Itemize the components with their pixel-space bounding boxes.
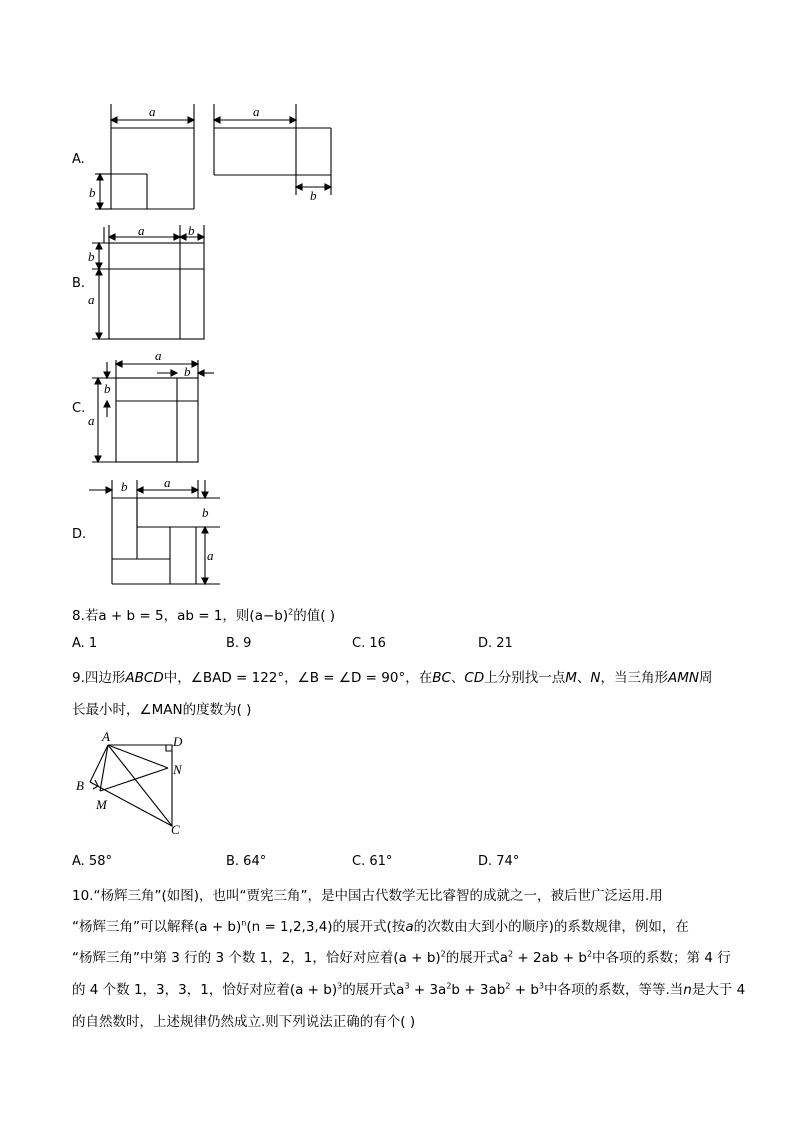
q9-option-c: C. 61° [352, 854, 393, 869]
dim-label-b: b [121, 479, 128, 494]
vertex-label-c: C [171, 822, 180, 837]
q10-line3: “杨辉三角”中第 3 行的 3 个数 1，2，1，恰好对应着$(a + b)^2$的展开式$a^2 + 2ab + b^2$中各项的系数；第 4 行 [72, 949, 731, 966]
q10-line5: 的自然数时，上述规律仍然成立.则下列说法正确的有个( ) [72, 1014, 416, 1030]
option-d-label: D. [72, 527, 87, 542]
vertex-label-d: D [173, 734, 183, 749]
vertex-label-n: N [173, 762, 182, 777]
dim-label-a: a [88, 413, 95, 428]
option-c-label: C. [72, 401, 86, 416]
dim-label-b: b [310, 188, 317, 203]
vertex-label-m: M [96, 797, 107, 812]
dim-label-b: b [188, 223, 195, 238]
dim-label-b: b [202, 505, 209, 520]
dim-label-a: a [88, 292, 95, 307]
dim-label-a: a [207, 548, 214, 563]
q8-option-b: B. 9 [226, 636, 252, 651]
q8-option-c: C. 16 [352, 636, 386, 651]
option-b-label: B. [72, 276, 86, 291]
dim-label-a: a [155, 348, 162, 363]
option-a-label: A. [72, 152, 85, 167]
dim-label-a: a [149, 104, 156, 119]
dim-label-a: a [253, 104, 260, 119]
q8-option-a: A. 1 [72, 636, 98, 651]
dim-label-a: a [138, 223, 145, 238]
q9-option-b: B. 64° [226, 854, 267, 869]
q9-stem-line2: 长最小时，∠MAN的度数为( ) [72, 702, 252, 718]
q8-stem: 8.若a + b = 5，ab = 1，则$(a-b)^2$的值( ) [72, 607, 336, 624]
q8-option-d: D. 21 [478, 636, 513, 651]
q9-option-d: D. 74° [478, 854, 520, 869]
dim-label-a: a [164, 475, 171, 490]
q10-line1: 10.“杨辉三角”(如图)，也叫“贾宪三角”，是中国古代数学无比睿智的成就之一，被后世广泛运用.用 [72, 888, 663, 904]
dim-label-b: b [89, 185, 96, 200]
dim-label-b: b [104, 381, 111, 396]
dim-label-b: b [88, 249, 95, 264]
q9-stem-line1: 9.四边形ABCD中，∠BAD = 122°，∠B = ∠D = 90°，在BC、CD上分别找一点M、N，当三角形AMN周 [72, 670, 713, 686]
vertex-label-a: A [102, 729, 110, 744]
q9-option-a: A. 58° [72, 854, 112, 869]
q10-line2: “杨辉三角”可以解释$(a + b)^n(n = 1,2,3,4)$的展开式(按a的次数由大到小的顺序)的系数规律，例如，在 [72, 918, 689, 935]
vertex-label-b: B [76, 778, 84, 793]
dim-label-b: b [184, 364, 191, 379]
q10-line4: 的 4 个数 1，3，3，1，恰好对应着$(a + b)^3$的展开式$a^3 + 3a^2b + 3ab^2 + b^3$中各项的系数，等等.当n是大于 4 [72, 981, 746, 998]
